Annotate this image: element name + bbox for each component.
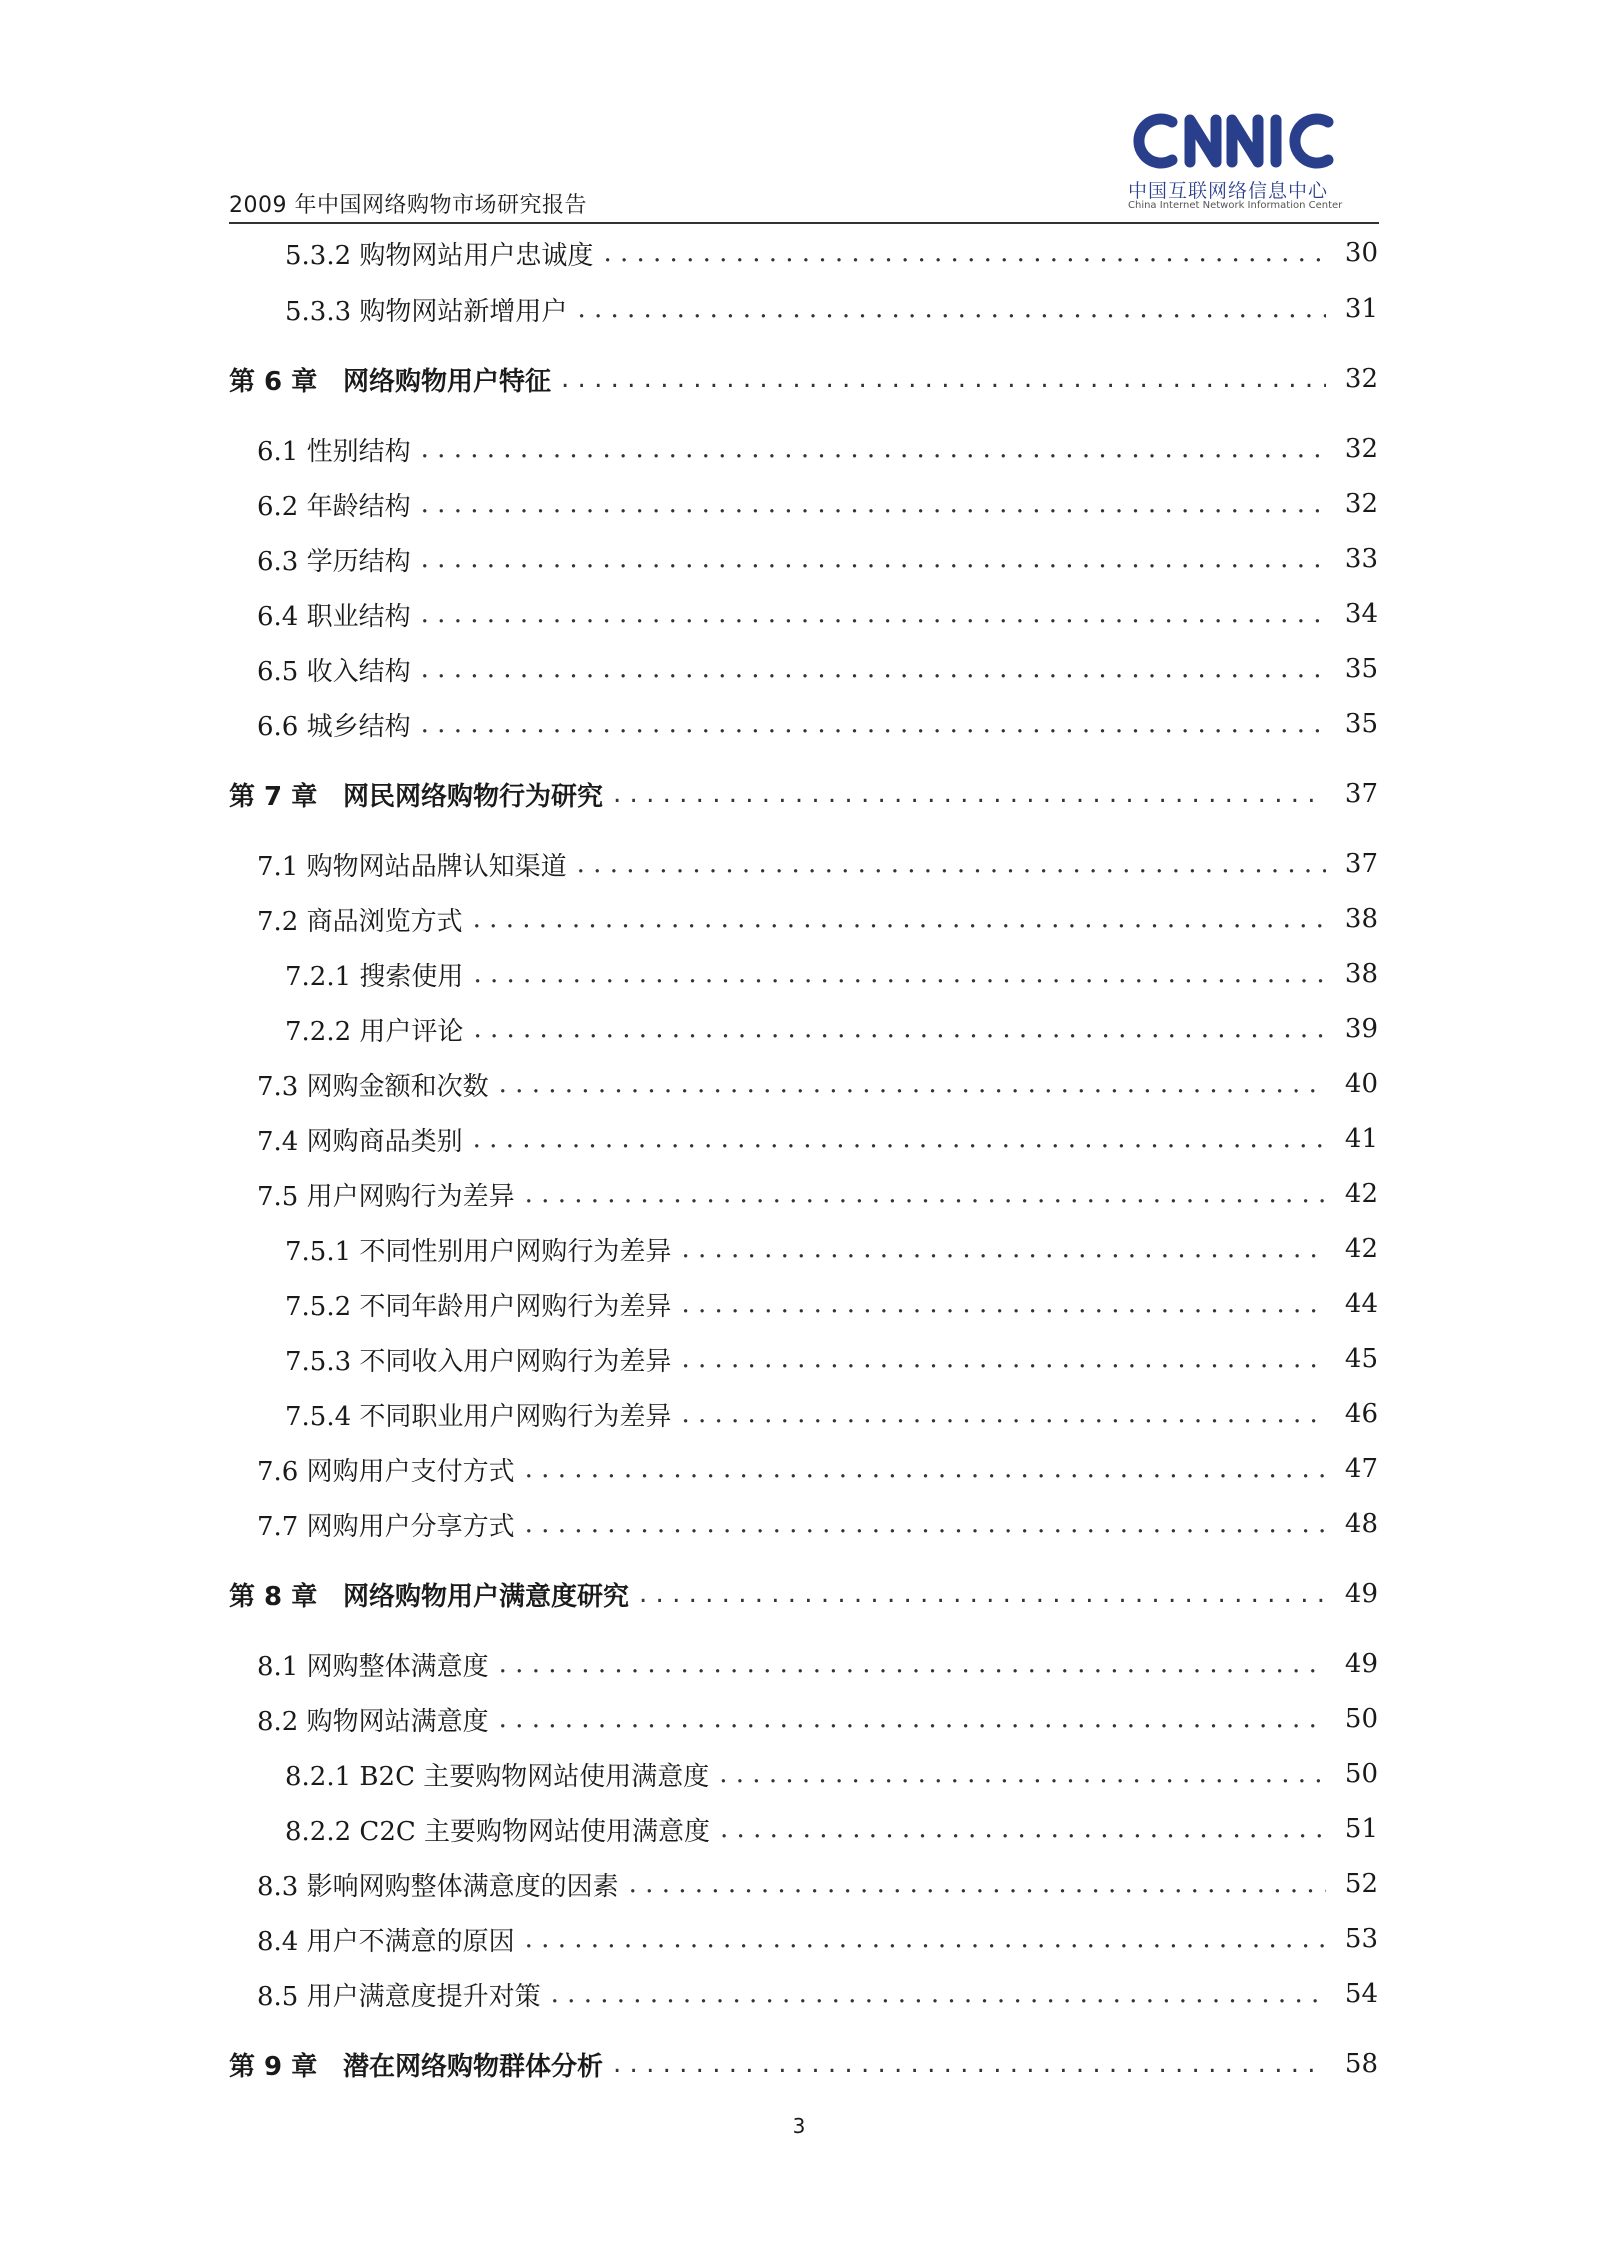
toc-page-number: 38 — [1344, 959, 1378, 989]
toc-title-text: 用户满意度提升对策 — [306, 1981, 541, 2012]
toc-entry-title — [229, 776, 603, 813]
toc-entry[interactable] — [257, 1644, 1378, 1684]
toc-leader-dots — [421, 434, 1326, 464]
toc-title-text: 商品浏览方式 — [306, 906, 463, 937]
toc-entry[interactable] — [285, 233, 1378, 273]
toc-entry-title — [285, 956, 463, 993]
toc-title-text: 网络购物用户满意度研究 — [343, 1581, 630, 1612]
toc-page-number: 51 — [1344, 1814, 1378, 1844]
toc-entry[interactable] — [285, 954, 1378, 994]
toc-entry[interactable] — [257, 844, 1378, 884]
toc-page-number: 33 — [1344, 544, 1378, 574]
toc-chapter-number: 第 6 章 — [229, 366, 318, 397]
toc-leader-dots — [613, 779, 1326, 809]
toc-title-text: 购物网站新增用户 — [359, 296, 568, 327]
toc-title-text: 网购用户分享方式 — [306, 1511, 515, 1542]
toc-entry-title — [257, 706, 411, 743]
toc-entry-title — [285, 1231, 671, 1268]
toc-entry[interactable] — [257, 594, 1378, 634]
toc-leader-dots — [720, 1814, 1326, 1844]
toc-page-number: 50 — [1344, 1759, 1378, 1789]
toc-entry[interactable] — [257, 1119, 1378, 1159]
toc-title-text: 网购金额和次数 — [306, 1071, 489, 1102]
toc-leader-dots — [525, 1924, 1326, 1954]
toc-entry[interactable] — [285, 1394, 1378, 1434]
toc-section-number: 8.5 — [257, 1981, 299, 2012]
toc-section-number: 7.5.2 — [285, 1291, 352, 1322]
logo-chinese-name: 中国互联网络信息中心 — [1128, 180, 1329, 202]
toc-page-number: 37 — [1344, 779, 1378, 809]
toc-title-text: 网络购物用户特征 — [343, 366, 552, 397]
toc-entry-title — [257, 1066, 489, 1103]
toc-entry[interactable] — [257, 1974, 1378, 2014]
toc-section-number: 7.3 — [257, 1071, 299, 1102]
toc-section-number: 7.7 — [257, 1511, 299, 1542]
toc-entry[interactable] — [285, 289, 1378, 329]
toc-chapter-number: 第 9 章 — [229, 2051, 318, 2082]
toc-entry[interactable] — [257, 1699, 1378, 1739]
toc-section-number: 7.2.2 — [285, 1016, 352, 1047]
toc-title-text: 收入结构 — [306, 656, 411, 687]
toc-leader-dots — [577, 294, 1326, 324]
toc-leader-dots — [681, 1344, 1326, 1374]
toc-entry-title — [257, 541, 411, 578]
toc-entry-title — [257, 1506, 515, 1543]
toc-section-number: 6.4 — [257, 601, 299, 632]
toc-section-number: 8.2.1 — [285, 1761, 352, 1792]
toc-page-number: 46 — [1344, 1399, 1378, 1429]
toc-entry[interactable] — [285, 1339, 1378, 1379]
toc-page-number: 53 — [1344, 1924, 1378, 1954]
page-number: 3 — [792, 2114, 806, 2138]
toc-section-number: 7.2 — [257, 906, 299, 937]
toc-title-text: 购物网站满意度 — [306, 1706, 489, 1737]
toc-section-number: 7.5 — [257, 1181, 299, 1212]
toc-leader-dots — [681, 1234, 1326, 1264]
toc-entry[interactable] — [285, 1009, 1378, 1049]
toc-chapter-entry[interactable] — [229, 774, 1378, 814]
toc-leader-dots — [473, 904, 1326, 934]
toc-page-number: 54 — [1344, 1979, 1378, 2009]
toc-page-number: 37 — [1344, 849, 1378, 879]
toc-leader-dots — [613, 2049, 1326, 2079]
toc-section-number: 8.4 — [257, 1926, 299, 1957]
logo-english-name: China Internet Network Information Center — [1128, 200, 1343, 211]
toc-title-text: 网民网络购物行为研究 — [343, 781, 604, 812]
toc-section-number: 6.1 — [257, 436, 299, 467]
toc-entry-title — [285, 291, 567, 328]
toc-leader-dots — [681, 1399, 1326, 1429]
toc-title-text: B2C 主要购物网站使用满意度 — [359, 1761, 710, 1792]
toc-title-text: 学历结构 — [306, 546, 411, 577]
toc-section-number: 6.5 — [257, 656, 299, 687]
toc-entry[interactable] — [257, 1864, 1378, 1904]
toc-chapter-entry[interactable] — [229, 1574, 1378, 1614]
toc-entry-title — [285, 1396, 671, 1433]
toc-page-number: 38 — [1344, 904, 1378, 934]
toc-section-number: 8.2.2 — [285, 1816, 352, 1847]
report-title: 2009 年中国网络购物市场研究报告 — [229, 193, 587, 218]
toc-leader-dots — [551, 1979, 1326, 2009]
toc-entry[interactable] — [285, 1284, 1378, 1324]
toc-section-number: 7.6 — [257, 1456, 299, 1487]
toc-entry[interactable] — [285, 1229, 1378, 1269]
toc-section-number: 7.2.1 — [285, 961, 352, 992]
toc-entry-title — [257, 1176, 515, 1213]
toc-page-number: 41 — [1344, 1124, 1378, 1154]
toc-page-number: 39 — [1344, 1014, 1378, 1044]
toc-title-text: 搜索使用 — [359, 961, 464, 992]
toc-title-text: 不同职业用户网购行为差异 — [359, 1401, 672, 1432]
toc-entry-title — [285, 235, 593, 272]
toc-section-number: 7.5.3 — [285, 1346, 352, 1377]
toc-section-number: 7.1 — [257, 851, 299, 882]
toc-page-number: 49 — [1344, 1649, 1378, 1679]
toc-chapter-number: 第 8 章 — [229, 1581, 318, 1612]
toc-leader-dots — [421, 654, 1326, 684]
toc-entry-title — [229, 361, 551, 398]
toc-entry-title — [257, 1121, 463, 1158]
toc-entry[interactable] — [257, 484, 1378, 524]
toc-page-number: 52 — [1344, 1869, 1378, 1899]
toc-section-number: 6.3 — [257, 546, 299, 577]
toc-title-text: 性别结构 — [306, 436, 411, 467]
toc-section-number: 8.3 — [257, 1871, 299, 1902]
toc-page-number: 44 — [1344, 1289, 1378, 1319]
toc-page-number: 32 — [1344, 364, 1378, 394]
toc-leader-dots — [525, 1509, 1326, 1539]
toc-entry-title — [257, 486, 411, 523]
toc-title-text: 网购整体满意度 — [306, 1651, 489, 1682]
toc-page-number: 34 — [1344, 599, 1378, 629]
toc-title-text: 用户评论 — [359, 1016, 464, 1047]
toc-entry[interactable] — [257, 899, 1378, 939]
toc-entry-title — [257, 1976, 541, 2013]
toc-leader-dots — [473, 959, 1326, 989]
toc-section-number: 5.3.3 — [285, 296, 352, 327]
toc-page-number: 42 — [1344, 1234, 1378, 1264]
toc-leader-dots — [499, 1069, 1326, 1099]
toc-section-number: 8.2 — [257, 1706, 299, 1737]
toc-page-number: 30 — [1344, 238, 1378, 268]
toc-page-number: 35 — [1344, 654, 1378, 684]
toc-title-text: 年龄结构 — [306, 491, 411, 522]
toc-leader-dots — [681, 1289, 1326, 1319]
toc-page-number: 50 — [1344, 1704, 1378, 1734]
toc-entry-title — [257, 1701, 489, 1738]
toc-entry-title — [257, 1921, 515, 1958]
toc-section-number: 6.2 — [257, 491, 299, 522]
toc-entry-title — [257, 596, 411, 633]
toc-page-number: 31 — [1344, 294, 1378, 324]
toc-entry-title — [257, 1451, 515, 1488]
toc-leader-dots — [499, 1704, 1326, 1734]
toc-title-text: C2C 主要购物网站使用满意度 — [359, 1816, 711, 1847]
toc-entry[interactable] — [285, 1809, 1378, 1849]
toc-entry-title — [285, 1756, 709, 1793]
toc-section-number: 7.5.4 — [285, 1401, 352, 1432]
toc-section-number: 8.1 — [257, 1651, 299, 1682]
toc-title-text: 网购用户支付方式 — [306, 1456, 515, 1487]
toc-section-number: 7.4 — [257, 1126, 299, 1157]
toc-entry-title — [229, 1576, 629, 1613]
toc-entry-title — [285, 1341, 671, 1378]
toc-entry-title — [257, 846, 567, 883]
toc-leader-dots — [473, 1124, 1326, 1154]
toc-entry-title — [257, 1866, 619, 1903]
toc-title-text: 用户网购行为差异 — [306, 1181, 515, 1212]
toc-entry[interactable] — [257, 429, 1378, 469]
toc-entry[interactable] — [257, 1064, 1378, 1104]
toc-title-text: 网购商品类别 — [306, 1126, 463, 1157]
toc-page-number: 42 — [1344, 1179, 1378, 1209]
toc-leader-dots — [561, 364, 1326, 394]
toc-chapter-entry[interactable] — [229, 2044, 1378, 2084]
toc-entry-title — [257, 651, 411, 688]
toc-entry-title — [229, 2046, 603, 2083]
toc-leader-dots — [473, 1014, 1326, 1044]
toc-entry[interactable] — [257, 1919, 1378, 1959]
toc-title-text: 潜在网络购物群体分析 — [343, 2051, 604, 2082]
toc-entry-title — [257, 901, 463, 938]
toc-page-number: 45 — [1344, 1344, 1378, 1374]
toc-title-text: 不同性别用户网购行为差异 — [359, 1236, 672, 1267]
toc-page-number: 47 — [1344, 1454, 1378, 1484]
toc-entry[interactable] — [257, 649, 1378, 689]
toc-entry-title — [257, 1646, 489, 1683]
toc-entry-title — [285, 1286, 671, 1323]
toc-title-text: 影响网购整体满意度的因素 — [306, 1871, 619, 1902]
toc-page-number: 49 — [1344, 1579, 1378, 1609]
toc-section-number: 7.5.1 — [285, 1236, 352, 1267]
toc-leader-dots — [421, 544, 1326, 574]
toc-title-text: 购物网站用户忠诚度 — [359, 240, 594, 271]
toc-leader-dots — [525, 1179, 1326, 1209]
toc-leader-dots — [577, 849, 1326, 879]
toc-page-number: 35 — [1344, 709, 1378, 739]
toc-section-number: 6.6 — [257, 711, 299, 742]
toc-entry-title — [285, 1811, 710, 1848]
toc-entry[interactable] — [257, 1504, 1378, 1544]
toc-entry[interactable] — [257, 1174, 1378, 1214]
toc-section-number: 5.3.2 — [285, 240, 352, 271]
toc-leader-dots — [421, 599, 1326, 629]
toc-title-text: 职业结构 — [306, 601, 411, 632]
toc-entry-title — [285, 1011, 463, 1048]
toc-entry[interactable] — [285, 1754, 1378, 1794]
toc-page-number: 58 — [1344, 2049, 1378, 2079]
toc-leader-dots — [421, 489, 1326, 519]
toc-leader-dots — [719, 1759, 1326, 1789]
toc-page-number: 40 — [1344, 1069, 1378, 1099]
toc-leader-dots — [639, 1579, 1326, 1609]
toc-title-text: 用户不满意的原因 — [306, 1926, 515, 1957]
toc-entry-title — [257, 431, 411, 468]
toc-page-number: 32 — [1344, 434, 1378, 464]
toc-title-text: 城乡结构 — [306, 711, 411, 742]
toc-leader-dots — [525, 1454, 1326, 1484]
toc-entry[interactable] — [257, 1449, 1378, 1489]
toc-chapter-entry[interactable] — [229, 359, 1378, 399]
toc-entry[interactable] — [257, 539, 1378, 579]
toc-page-number: 32 — [1344, 489, 1378, 519]
toc-title-text: 不同收入用户网购行为差异 — [359, 1346, 672, 1377]
toc-entry[interactable] — [257, 704, 1378, 744]
toc-leader-dots — [603, 238, 1326, 268]
toc-leader-dots — [499, 1649, 1326, 1679]
toc-title-text: 购物网站品牌认知渠道 — [306, 851, 567, 882]
toc-leader-dots — [629, 1869, 1326, 1899]
toc-leader-dots — [421, 709, 1326, 739]
toc-chapter-number: 第 7 章 — [229, 781, 318, 812]
toc-title-text: 不同年龄用户网购行为差异 — [359, 1291, 672, 1322]
toc-page-number: 48 — [1344, 1509, 1378, 1539]
